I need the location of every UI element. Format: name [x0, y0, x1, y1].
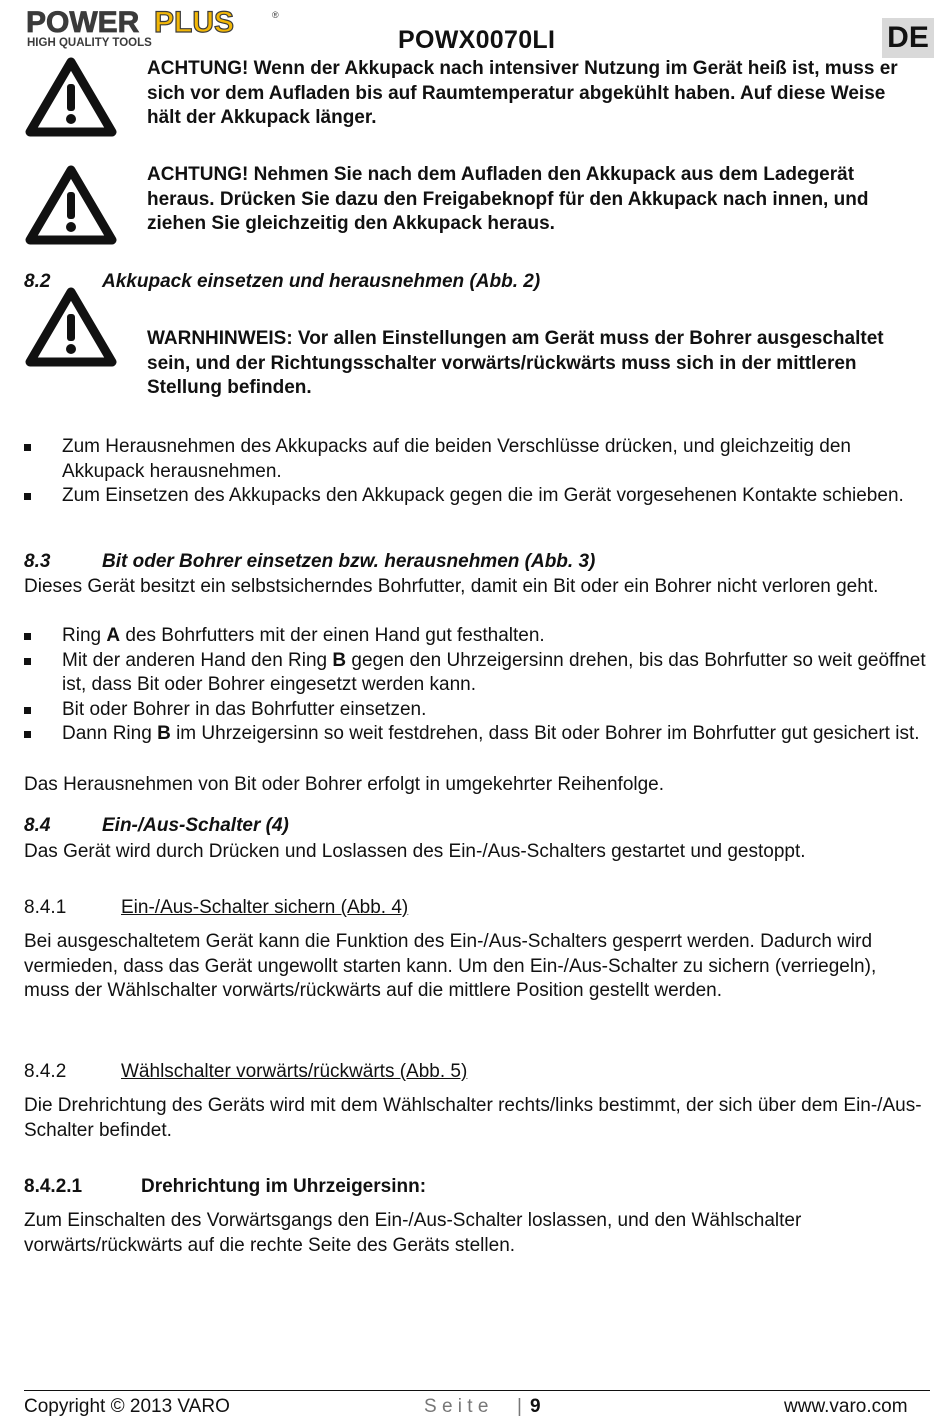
bullet-square-icon — [24, 731, 31, 738]
warning-triangle-icon — [24, 56, 118, 140]
logo-plus-text: PLUS — [154, 6, 235, 39]
logo-registered-mark: ® — [272, 10, 279, 20]
bullet-square-icon — [24, 658, 31, 665]
section-8-4-number: 8.4 — [24, 815, 51, 836]
bullet-square-icon — [24, 707, 31, 714]
warnhinweis-text: WARNHINWEIS: Vor allen Einstellungen am Gerät muss der Bohrer ausgeschaltet sein, und der Richtungsschalter vorwärts/rückwärts muss sich in der mittleren Stellung befinden. — [147, 328, 884, 398]
logo-tagline: HIGH QUALITY TOOLS — [27, 37, 152, 49]
footer-url[interactable]: www.varo.com — [784, 1396, 908, 1417]
list-item: Zum Herausnehmen des Akkupacks auf die beiden Verschlüsse drücken, und gleichzeitig den Akkupack herausnehmen. — [24, 435, 930, 484]
list-item: Zum Einsetzen des Akkupacks den Akkupack gegen die im Gerät vorgesehenen Kontakte schieben. — [24, 484, 930, 509]
section-8-3-title: Bit oder Bohrer einsetzen bzw. herausnehmen (Abb. 3) — [102, 551, 596, 572]
warning-triangle-icon — [24, 164, 118, 248]
list-item: Mit der anderen Hand den Ring B gegen den Uhrzeigersinn drehen, bis das Bohrfutter so weit geöffnet ist, dass Bit oder Bohrer eingesetzt werden kann. — [24, 649, 930, 698]
section-8-4-2-title: Wählschalter vorwärts/rückwärts (Abb. 5) — [121, 1061, 468, 1082]
footer-seite-label: S e i t e — [424, 1396, 489, 1417]
logo-power-text: POWER — [26, 6, 140, 39]
section-8-4-2-1-text: Zum Einschalten des Vorwärtsgangs den Ein-/Aus-Schalter loslassen, und den Wählschalter vorwärts/rückwärts auf die rechte Seite des Geräts stellen. — [24, 1210, 802, 1256]
section-8-4-1-number: 8.4.1 — [24, 897, 67, 918]
warning-text-1: ACHTUNG! Wenn der Akkupack nach intensiver Nutzung im Gerät heiß ist, muss er sich vor dem Aufladen bis auf Raumtemperatur abgekühlt haben. Auf diese Weise hält der Akkupack länger. — [147, 58, 898, 128]
warning-triangle-icon — [24, 286, 118, 370]
section-8-4-2-text: Die Drehrichtung des Geräts wird mit dem Wählschalter rechts/links bestimmt, der sich über dem Ein-/Aus-Schalter befindet. — [24, 1095, 922, 1141]
section-8-3-outro: Das Herausnehmen von Bit oder Bohrer erfolgt in umgekehrter Reihenfolge. — [24, 774, 665, 795]
section-8-4-text: Das Gerät wird durch Drücken und Loslassen des Ein-/Aus-Schalters gestartet und gestoppt. — [24, 841, 806, 862]
section-8-3-intro: Dieses Gerät besitzt ein selbstsicherndes Bohrfutter, damit ein Bit oder ein Bohrer nicht verloren geht. — [24, 576, 879, 597]
powerplus-logo — [26, 6, 286, 50]
section-8-4-2-number: 8.4.2 — [24, 1061, 67, 1082]
section-8-2-bullets — [24, 435, 930, 509]
footer-copyright: Copyright © 2013 VARO — [24, 1396, 230, 1417]
bullet-square-icon — [24, 633, 31, 640]
warning-text-2: ACHTUNG! Nehmen Sie nach dem Aufladen den Akkupack aus dem Ladegerät heraus. Drücken Sie dazu den Freigabeknopf für den Akkupack nach innen, und ziehen Sie gleichzeitig den Akkupack heraus. — [147, 164, 869, 234]
list-item: Ring A des Bohrfutters mit der einen Hand gut festhalten. — [24, 624, 930, 649]
footer-separator: | — [517, 1396, 522, 1417]
section-8-4-1-title: Ein-/Aus-Schalter sichern (Abb. 4) — [121, 897, 409, 918]
section-8-4-1-text: Bei ausgeschaltetem Gerät kann die Funktion des Ein-/Aus-Schalters gesperrt werden. Dadurch wird vermieden, dass das Gerät ungewollt starten kann. Um den Ein-/Aus-Schalter zu sichern (verriegeln), muss der Wählschalter vorwärts/rückwärts auf die mittlere Position gestellt werden. — [24, 931, 877, 1001]
section-8-4-title: Ein-/Aus-Schalter (4) — [102, 815, 289, 836]
language-badge: DE — [882, 18, 934, 58]
section-8-4-2-1-title: Drehrichtung im Uhrzeigersinn: — [141, 1176, 427, 1197]
section-8-3-number: 8.3 — [24, 551, 51, 572]
list-item: Bit oder Bohrer in das Bohrfutter einsetzen. — [24, 698, 930, 723]
bullet-square-icon — [24, 444, 31, 451]
footer-divider — [24, 1390, 930, 1391]
bullet-square-icon — [24, 493, 31, 500]
footer-page-number: 9 — [530, 1396, 541, 1417]
section-8-2-title: Akkupack einsetzen und herausnehmen (Abb. 2) — [102, 271, 541, 292]
section-8-4-2-1-number: 8.4.2.1 — [24, 1176, 83, 1197]
list-item: Dann Ring B im Uhrzeigersinn so weit festdrehen, dass Bit oder Bohrer im Bohrfutter gut gesichert ist. — [24, 722, 930, 747]
section-8-2-number: 8.2 — [24, 271, 51, 292]
model-number: POWX0070LI — [398, 26, 556, 54]
section-8-3-bullets — [24, 624, 930, 747]
